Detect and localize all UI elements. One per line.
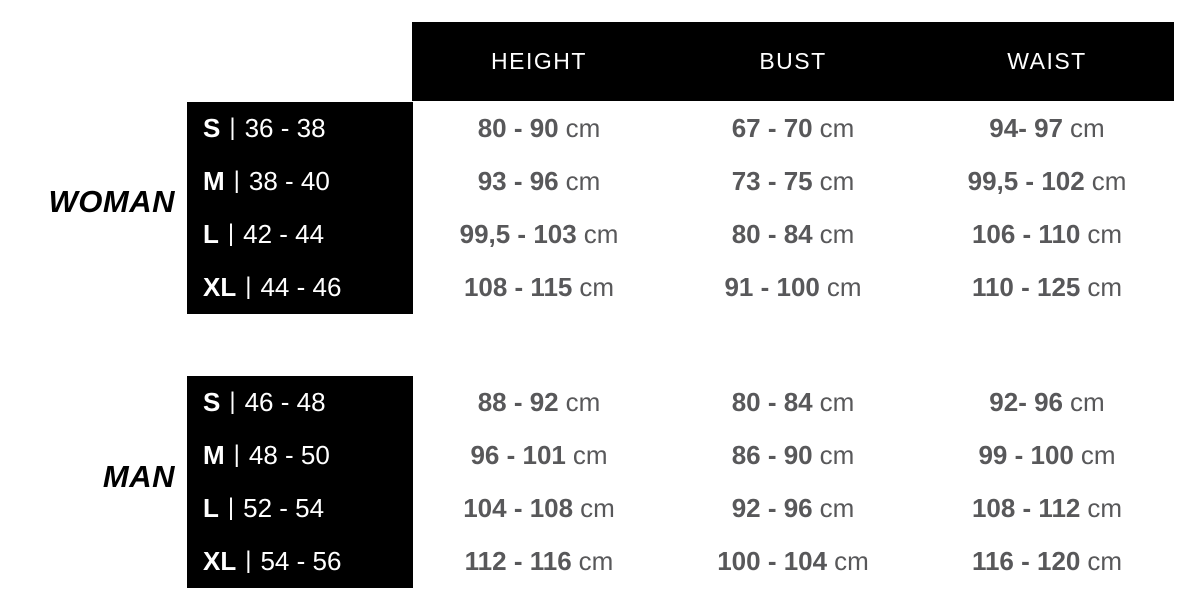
- man-xl-height: [412, 535, 666, 588]
- measurement-range: 110 - 125: [971, 272, 1081, 302]
- man-m-height: [412, 429, 666, 482]
- man-xl-bust: [666, 535, 920, 588]
- size-range: 48 - 50: [248, 440, 330, 470]
- measurement-unit: cm: [1087, 493, 1123, 523]
- measurement-range: 108 - 112: [971, 493, 1081, 523]
- size-separator: |: [233, 166, 240, 194]
- column-header-bust: BUST: [759, 48, 827, 74]
- size-label-woman-xl: [187, 261, 413, 314]
- measurement-range: 99,5 - 102: [967, 166, 1085, 196]
- woman-s-waist: [920, 102, 1174, 155]
- man-s-bust: [666, 376, 920, 429]
- section-label-man: MAN: [102, 459, 175, 494]
- size-range: 38 - 40: [248, 166, 330, 196]
- measurement-range: 93 - 96: [477, 166, 559, 196]
- man-l-waist: [920, 482, 1174, 535]
- woman-xl-height: [412, 261, 666, 314]
- measurement-unit: cm: [565, 166, 601, 196]
- size-label-woman-s: [187, 102, 413, 155]
- size-label-woman-m: [187, 155, 413, 208]
- measurement-range: 88 - 92: [477, 387, 559, 417]
- woman-measurements: [412, 102, 1174, 314]
- man-s-waist: [920, 376, 1174, 429]
- size-letter: L: [203, 219, 219, 249]
- measurement-unit: cm: [819, 387, 855, 417]
- measurement-unit: cm: [1087, 546, 1123, 576]
- measurement-unit: cm: [1070, 387, 1105, 417]
- measurement-range: 94- 97: [989, 113, 1064, 143]
- size-letter: S: [203, 387, 221, 417]
- measurement-range: 104 - 108: [463, 493, 574, 523]
- measurement-range: 116 - 120: [971, 546, 1081, 576]
- size-range: 54 - 56: [260, 546, 342, 576]
- measurement-unit: cm: [834, 546, 869, 576]
- measurement-range: 106 - 110: [971, 219, 1081, 249]
- measurement-range: 92- 96: [989, 387, 1064, 417]
- measurement-unit: cm: [819, 440, 855, 470]
- woman-l-bust: [666, 208, 920, 261]
- size-letter: XL: [203, 546, 237, 576]
- man-m-waist: [920, 429, 1174, 482]
- size-separator: |: [229, 387, 236, 415]
- size-label-man-xl: [187, 535, 413, 588]
- size-separator: |: [245, 546, 252, 574]
- measurement-unit: cm: [580, 493, 615, 523]
- size-label-man-m: [187, 429, 413, 482]
- woman-s-height: [412, 102, 666, 155]
- size-label-man-l: [187, 482, 413, 535]
- size-label-woman-l: [187, 208, 413, 261]
- measurement-unit: cm: [1070, 113, 1105, 143]
- measurement-unit: cm: [578, 546, 614, 576]
- size-range: 52 - 54: [243, 493, 325, 523]
- man-l-bust: [666, 482, 920, 535]
- woman-size-column: [187, 102, 413, 314]
- measurement-unit: cm: [583, 219, 619, 249]
- measurement-range: 73 - 75: [731, 166, 813, 196]
- measurement-unit: cm: [826, 272, 862, 302]
- measurement-range: 67 - 70: [731, 113, 813, 143]
- size-separator: |: [229, 113, 236, 141]
- man-measurements: [412, 376, 1174, 588]
- measurement-unit: cm: [565, 387, 601, 417]
- measurement-unit: cm: [565, 113, 601, 143]
- size-label-man-s: [187, 376, 413, 429]
- measurement-unit: cm: [819, 166, 855, 196]
- measurement-unit: cm: [819, 493, 855, 523]
- measurement-unit: cm: [1091, 166, 1127, 196]
- size-range: 36 - 38: [244, 113, 326, 143]
- measurement-unit: cm: [1080, 440, 1116, 470]
- woman-xl-bust: [666, 261, 920, 314]
- size-letter: L: [203, 493, 219, 523]
- measurement-range: 100 - 104: [717, 546, 828, 576]
- measurement-range: 99 - 100: [978, 440, 1074, 470]
- measurement-range: 80 - 84: [731, 387, 813, 417]
- size-letter: S: [203, 113, 221, 143]
- measurement-range: 108 - 115: [463, 272, 573, 302]
- woman-s-bust: [666, 102, 920, 155]
- measurement-range: 96 - 101: [470, 440, 566, 470]
- measurement-range: 112 - 116: [464, 546, 572, 576]
- measurement-range: 92 - 96: [731, 493, 813, 523]
- woman-l-height: [412, 208, 666, 261]
- size-separator: |: [227, 219, 235, 247]
- woman-m-height: [412, 155, 666, 208]
- size-letter: M: [203, 440, 225, 470]
- man-size-column: [187, 376, 413, 588]
- column-header-waist: WAIST: [1007, 48, 1087, 74]
- column-header-height: HEIGHT: [491, 48, 587, 74]
- measurement-range: 80 - 84: [731, 219, 813, 249]
- size-separator: |: [245, 272, 252, 300]
- measurement-unit: cm: [579, 272, 615, 302]
- woman-xl-waist: [920, 261, 1174, 314]
- man-m-bust: [666, 429, 920, 482]
- size-letter: M: [203, 166, 225, 196]
- section-label-woman: WOMAN: [48, 184, 175, 219]
- size-separator: |: [233, 440, 240, 468]
- measurement-unit: cm: [572, 440, 608, 470]
- woman-l-waist: [920, 208, 1174, 261]
- size-range: 46 - 48: [244, 387, 326, 417]
- man-l-height: [412, 482, 666, 535]
- woman-m-bust: [666, 155, 920, 208]
- measurement-range: 86 - 90: [731, 440, 813, 470]
- man-xl-waist: [920, 535, 1174, 588]
- measurement-unit: cm: [1087, 219, 1123, 249]
- woman-m-waist: [920, 155, 1174, 208]
- measurement-unit: cm: [819, 219, 855, 249]
- measurement-range: 80 - 90: [477, 113, 559, 143]
- size-letter: XL: [203, 272, 237, 302]
- man-s-height: [412, 376, 666, 429]
- size-range: 42 - 44: [243, 219, 325, 249]
- measurement-unit: cm: [819, 113, 855, 143]
- table-header: [412, 22, 1174, 101]
- measurement-range: 91 - 100: [724, 272, 820, 302]
- size-range: 44 - 46: [260, 272, 342, 302]
- size-separator: |: [227, 493, 235, 521]
- measurement-range: 99,5 - 103: [459, 219, 577, 249]
- measurement-unit: cm: [1087, 272, 1123, 302]
